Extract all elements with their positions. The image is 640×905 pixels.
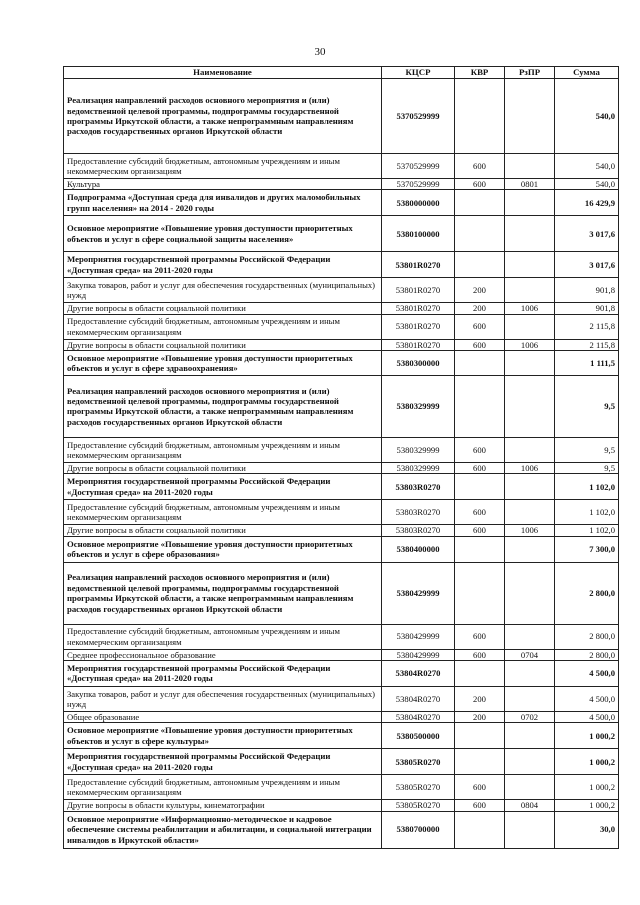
cell-name: Основное мероприятие «Повышение уровня доступности приоритетных объектов и услуг в сфере социальной защиты населения» — [64, 216, 382, 252]
cell-sum: 3 017,6 — [555, 216, 619, 252]
table-row — [64, 154, 619, 179]
cell-sum: 9,5 — [555, 437, 619, 462]
cell-name: Общее образование — [64, 711, 382, 722]
cell-code: 53801R0270 — [382, 252, 455, 278]
cell-code: 53803R0270 — [382, 525, 455, 536]
cell-kvr — [455, 811, 505, 848]
cell-rzpr — [505, 749, 555, 775]
cell-rzpr: 1006 — [505, 462, 555, 473]
cell-sum: 30,0 — [555, 811, 619, 848]
cell-kvr: 600 — [455, 437, 505, 462]
cell-kvr: 200 — [455, 711, 505, 722]
cell-code: 5380400000 — [382, 536, 455, 562]
header-rzpr: РзПР — [505, 67, 555, 79]
cell-code: 5380329999 — [382, 437, 455, 462]
cell-sum: 1 000,2 — [555, 800, 619, 811]
cell-name: Другие вопросы в области социальной политики — [64, 525, 382, 536]
cell-name: Реализация направлений расходов основного мероприятия и (или) ведомственной целевой программы, подпрограммы государственной программы Иркутской области, а также непрограммным направлениям расходов государственных органов Иркутской области — [64, 562, 382, 624]
cell-sum: 1 000,2 — [555, 749, 619, 775]
cell-kvr — [455, 723, 505, 749]
table-row — [64, 723, 619, 749]
cell-name: Предоставление субсидий бюджетным, автономным учреждениям и иным некоммерческим организациям — [64, 437, 382, 462]
cell-kvr: 200 — [455, 303, 505, 314]
cell-rzpr — [505, 190, 555, 216]
cell-sum: 2 115,8 — [555, 339, 619, 350]
cell-rzpr — [505, 536, 555, 562]
cell-kvr — [455, 252, 505, 278]
table-row — [64, 252, 619, 278]
cell-kvr — [455, 350, 505, 375]
cell-kvr — [455, 660, 505, 686]
header-code: КЦСР — [382, 67, 455, 79]
cell-code: 53801R0270 — [382, 314, 455, 339]
cell-name: Реализация направлений расходов основного мероприятия и (или) ведомственной целевой программы, подпрограммы государственной программы Иркутской области, а также непрограммным направлениям расходов государственных органов Иркутской области — [64, 375, 382, 437]
cell-code: 53804R0270 — [382, 660, 455, 686]
header-sum: Сумма — [555, 67, 619, 79]
cell-name: Другие вопросы в области социальной политики — [64, 339, 382, 350]
cell-rzpr — [505, 314, 555, 339]
cell-kvr — [455, 79, 505, 154]
cell-code: 5380329999 — [382, 462, 455, 473]
cell-kvr — [455, 216, 505, 252]
cell-name: Закупка товаров, работ и услуг для обеспечения государственных (муниципальных) нужд — [64, 278, 382, 303]
cell-rzpr — [505, 350, 555, 375]
table-row — [64, 339, 619, 350]
cell-name: Мероприятия государственной программы Российской Федерации «Доступная среда» на 2011-2020 годы — [64, 474, 382, 500]
table-body — [64, 79, 619, 849]
cell-sum: 2 800,0 — [555, 624, 619, 649]
table-row — [64, 686, 619, 711]
cell-rzpr — [505, 216, 555, 252]
table-row — [64, 525, 619, 536]
cell-rzpr — [505, 278, 555, 303]
cell-rzpr — [505, 252, 555, 278]
cell-code: 53801R0270 — [382, 303, 455, 314]
cell-kvr: 600 — [455, 339, 505, 350]
cell-rzpr: 1006 — [505, 525, 555, 536]
cell-code: 5380429999 — [382, 562, 455, 624]
cell-rzpr — [505, 686, 555, 711]
cell-code: 5380429999 — [382, 624, 455, 649]
table-header-row — [64, 67, 619, 79]
cell-rzpr: 1006 — [505, 303, 555, 314]
table-row — [64, 278, 619, 303]
cell-name: Предоставление субсидий бюджетным, автономным учреждениям и иным некоммерческим организациям — [64, 624, 382, 649]
cell-rzpr — [505, 375, 555, 437]
cell-kvr: 600 — [455, 500, 505, 525]
cell-code: 5380300000 — [382, 350, 455, 375]
table-row — [64, 660, 619, 686]
cell-name: Основное мероприятие «Повышение уровня доступности приоритетных объектов и услуг в сфере культуры» — [64, 723, 382, 749]
cell-sum: 1 102,0 — [555, 525, 619, 536]
cell-code: 53804R0270 — [382, 686, 455, 711]
cell-name: Другие вопросы в области социальной политики — [64, 303, 382, 314]
cell-code: 53801R0270 — [382, 278, 455, 303]
cell-code: 53803R0270 — [382, 500, 455, 525]
cell-sum: 540,0 — [555, 154, 619, 179]
cell-rzpr — [505, 562, 555, 624]
header-kvr: КВР — [455, 67, 505, 79]
table-row — [64, 375, 619, 437]
cell-name: Мероприятия государственной программы Российской Федерации «Доступная среда» на 2011-2020 годы — [64, 252, 382, 278]
table-row — [64, 474, 619, 500]
table-row — [64, 500, 619, 525]
cell-kvr: 600 — [455, 775, 505, 800]
cell-kvr: 600 — [455, 462, 505, 473]
table-row — [64, 437, 619, 462]
cell-name: Среднее профессиональное образование — [64, 649, 382, 660]
cell-name: Предоставление субсидий бюджетным, автономным учреждениям и иным некоммерческим организациям — [64, 500, 382, 525]
cell-rzpr: 0804 — [505, 800, 555, 811]
cell-code: 5380000000 — [382, 190, 455, 216]
cell-kvr: 600 — [455, 154, 505, 179]
cell-kvr: 600 — [455, 314, 505, 339]
cell-rzpr: 0702 — [505, 711, 555, 722]
cell-name: Предоставление субсидий бюджетным, автономным учреждениям и иным некоммерческим организациям — [64, 154, 382, 179]
cell-name: Культура — [64, 179, 382, 190]
cell-kvr: 200 — [455, 278, 505, 303]
cell-rzpr — [505, 723, 555, 749]
cell-code: 5380429999 — [382, 649, 455, 660]
table-row — [64, 216, 619, 252]
cell-name: Основное мероприятие «Повышение уровня доступности приоритетных объектов и услуг в сфере образования» — [64, 536, 382, 562]
cell-code: 53803R0270 — [382, 474, 455, 500]
table-row — [64, 314, 619, 339]
table-row — [64, 303, 619, 314]
table-row — [64, 79, 619, 154]
cell-rzpr — [505, 79, 555, 154]
page-number: 30 — [314, 46, 326, 58]
table-row — [64, 649, 619, 660]
cell-kvr — [455, 375, 505, 437]
table-row — [64, 711, 619, 722]
table-row — [64, 536, 619, 562]
cell-kvr: 200 — [455, 686, 505, 711]
budget-table — [63, 66, 619, 849]
cell-rzpr — [505, 660, 555, 686]
cell-kvr: 600 — [455, 649, 505, 660]
table-row — [64, 562, 619, 624]
cell-rzpr — [505, 437, 555, 462]
cell-kvr — [455, 536, 505, 562]
header-name: Наименование — [64, 67, 382, 79]
cell-name: Предоставление субсидий бюджетным, автономным учреждениям и иным некоммерческим организациям — [64, 775, 382, 800]
cell-sum: 1 102,0 — [555, 474, 619, 500]
cell-kvr — [455, 474, 505, 500]
cell-code: 53804R0270 — [382, 711, 455, 722]
cell-sum: 1 000,2 — [555, 723, 619, 749]
cell-sum: 9,5 — [555, 462, 619, 473]
cell-rzpr: 1006 — [505, 339, 555, 350]
cell-name: Мероприятия государственной программы Российской Федерации «Доступная среда» на 2011-2020 годы — [64, 660, 382, 686]
cell-code: 53805R0270 — [382, 775, 455, 800]
cell-sum: 16 429,9 — [555, 190, 619, 216]
cell-kvr — [455, 749, 505, 775]
cell-code: 5380500000 — [382, 723, 455, 749]
cell-kvr: 600 — [455, 179, 505, 190]
cell-code: 5380100000 — [382, 216, 455, 252]
cell-kvr: 600 — [455, 525, 505, 536]
table-row — [64, 462, 619, 473]
cell-code: 5370529999 — [382, 154, 455, 179]
table-row — [64, 775, 619, 800]
cell-sum: 1 111,5 — [555, 350, 619, 375]
cell-name: Закупка товаров, работ и услуг для обеспечения государственных (муниципальных) нужд — [64, 686, 382, 711]
cell-kvr — [455, 562, 505, 624]
cell-rzpr: 0704 — [505, 649, 555, 660]
cell-code: 5380329999 — [382, 375, 455, 437]
cell-sum: 3 017,6 — [555, 252, 619, 278]
cell-code: 53805R0270 — [382, 749, 455, 775]
cell-code: 5370529999 — [382, 179, 455, 190]
cell-code: 53805R0270 — [382, 800, 455, 811]
cell-rzpr — [505, 624, 555, 649]
cell-code: 5370529999 — [382, 79, 455, 154]
cell-sum: 1 102,0 — [555, 500, 619, 525]
cell-rzpr — [505, 474, 555, 500]
table-row — [64, 800, 619, 811]
cell-name: Другие вопросы в области культуры, кинематографии — [64, 800, 382, 811]
cell-rzpr — [505, 154, 555, 179]
cell-kvr: 600 — [455, 624, 505, 649]
cell-rzpr — [505, 811, 555, 848]
table-row — [64, 190, 619, 216]
cell-sum: 2 115,8 — [555, 314, 619, 339]
cell-rzpr — [505, 775, 555, 800]
cell-code: 53801R0270 — [382, 339, 455, 350]
cell-code: 5380700000 — [382, 811, 455, 848]
cell-sum: 2 800,0 — [555, 649, 619, 660]
cell-sum: 7 300,0 — [555, 536, 619, 562]
cell-name: Основное мероприятие «Информационно-методическое и кадровое обеспечение системы реабилитации и абилитации, и социальной интеграции инвалидов в Иркутской области» — [64, 811, 382, 848]
cell-name: Другие вопросы в области социальной политики — [64, 462, 382, 473]
table-row — [64, 350, 619, 375]
cell-sum: 4 500,0 — [555, 711, 619, 722]
cell-sum: 9,5 — [555, 375, 619, 437]
cell-sum: 540,0 — [555, 179, 619, 190]
table-row — [64, 179, 619, 190]
cell-kvr — [455, 190, 505, 216]
cell-name: Реализация направлений расходов основного мероприятия и (или) ведомственной целевой программы, подпрограммы государственной программы Иркутской области, а также непрограммным направлениям расходов государственных органов Иркутской области — [64, 79, 382, 154]
cell-name: Мероприятия государственной программы Российской Федерации «Доступная среда» на 2011-2020 годы — [64, 749, 382, 775]
cell-sum: 901,8 — [555, 303, 619, 314]
cell-sum: 2 800,0 — [555, 562, 619, 624]
cell-sum: 540,0 — [555, 79, 619, 154]
cell-rzpr: 0801 — [505, 179, 555, 190]
table-row — [64, 624, 619, 649]
cell-rzpr — [505, 500, 555, 525]
cell-sum: 901,8 — [555, 278, 619, 303]
table-row — [64, 811, 619, 848]
cell-name: Предоставление субсидий бюджетным, автономным учреждениям и иным некоммерческим организациям — [64, 314, 382, 339]
table-row — [64, 749, 619, 775]
cell-name: Основное мероприятие «Повышение уровня доступности приоритетных объектов и услуг в сфере здравоохранения» — [64, 350, 382, 375]
cell-sum: 4 500,0 — [555, 660, 619, 686]
cell-sum: 4 500,0 — [555, 686, 619, 711]
cell-name: Подпрограмма «Доступная среда для инвалидов и других маломобильных групп населения» на 2014 - 2020 годы — [64, 190, 382, 216]
cell-kvr: 600 — [455, 800, 505, 811]
cell-sum: 1 000,2 — [555, 775, 619, 800]
